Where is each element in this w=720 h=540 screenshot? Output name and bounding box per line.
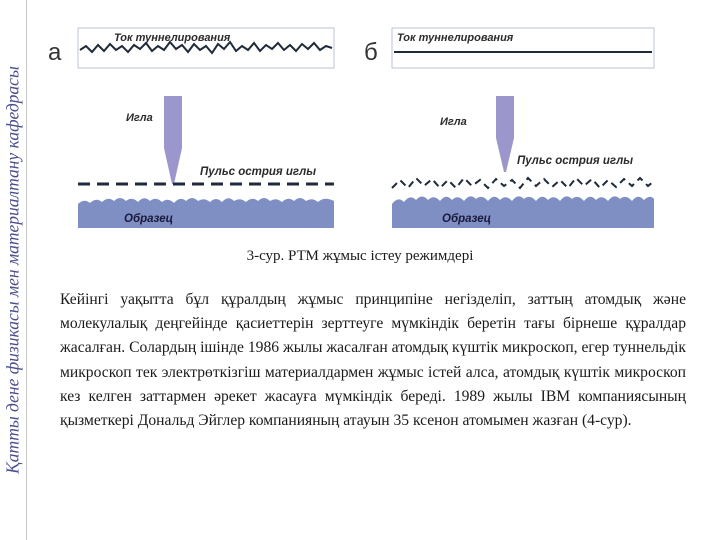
panel-b-sample (392, 196, 654, 228)
stm-modes-diagram (40, 8, 680, 233)
department-title: Қатты дене физикасы мен материалтану кафедрасы (2, 66, 23, 474)
panel-a-sample (78, 198, 334, 228)
panel-b-pulse-label: Пульс острия иглы (517, 155, 634, 167)
figure-caption: 3-сур. РТМ жұмыс істеу режимдері (246, 248, 474, 264)
department-sidebar (0, 0, 27, 540)
panel-b-needle-label: Игла (440, 116, 467, 128)
panel-a-sample-label: Образец (124, 213, 174, 225)
panel-a-letter: а (48, 39, 62, 66)
panel-a-current-label: Ток туннелирования (114, 32, 231, 44)
panel-b-tip-path (392, 178, 654, 188)
stm-modes-figure (40, 8, 680, 233)
panel-a-needle (164, 96, 182, 184)
panel-b-sample-label: Образец (442, 213, 492, 225)
panel-b-current-label: Ток туннелирования (397, 32, 514, 44)
body-paragraph: Кейінгі уақытта бұл құралдың жұмыс принципіне негізделіп, заттың атомдық және молекулалық деңгейінде қасиеттерін зерттеуге мүмкіндік беретін тағы бірнеше құралдар жасалған. Солардың ішінде 1986 жылы жасалған атомдық күштік микроскоп, егер туннельдік микроскоп тек электрөткізгіш материалдармен жұмыс істей алса, атомдық күштік микроскоп кез келген заттармен әрекет жасауға мүмкіндік береді. 1989 жылы IBM компаниясының қызметкері Дональд Эйглер компанияның атауын 35 ксенон атомымен жазған (4-сур). (60, 291, 686, 430)
panel-a-needle-label: Игла (126, 112, 153, 124)
panel-a-pulse-label: Пульс острия иглы (200, 166, 317, 178)
panel-b-needle (496, 96, 514, 172)
panel-b-letter: б (364, 39, 378, 66)
